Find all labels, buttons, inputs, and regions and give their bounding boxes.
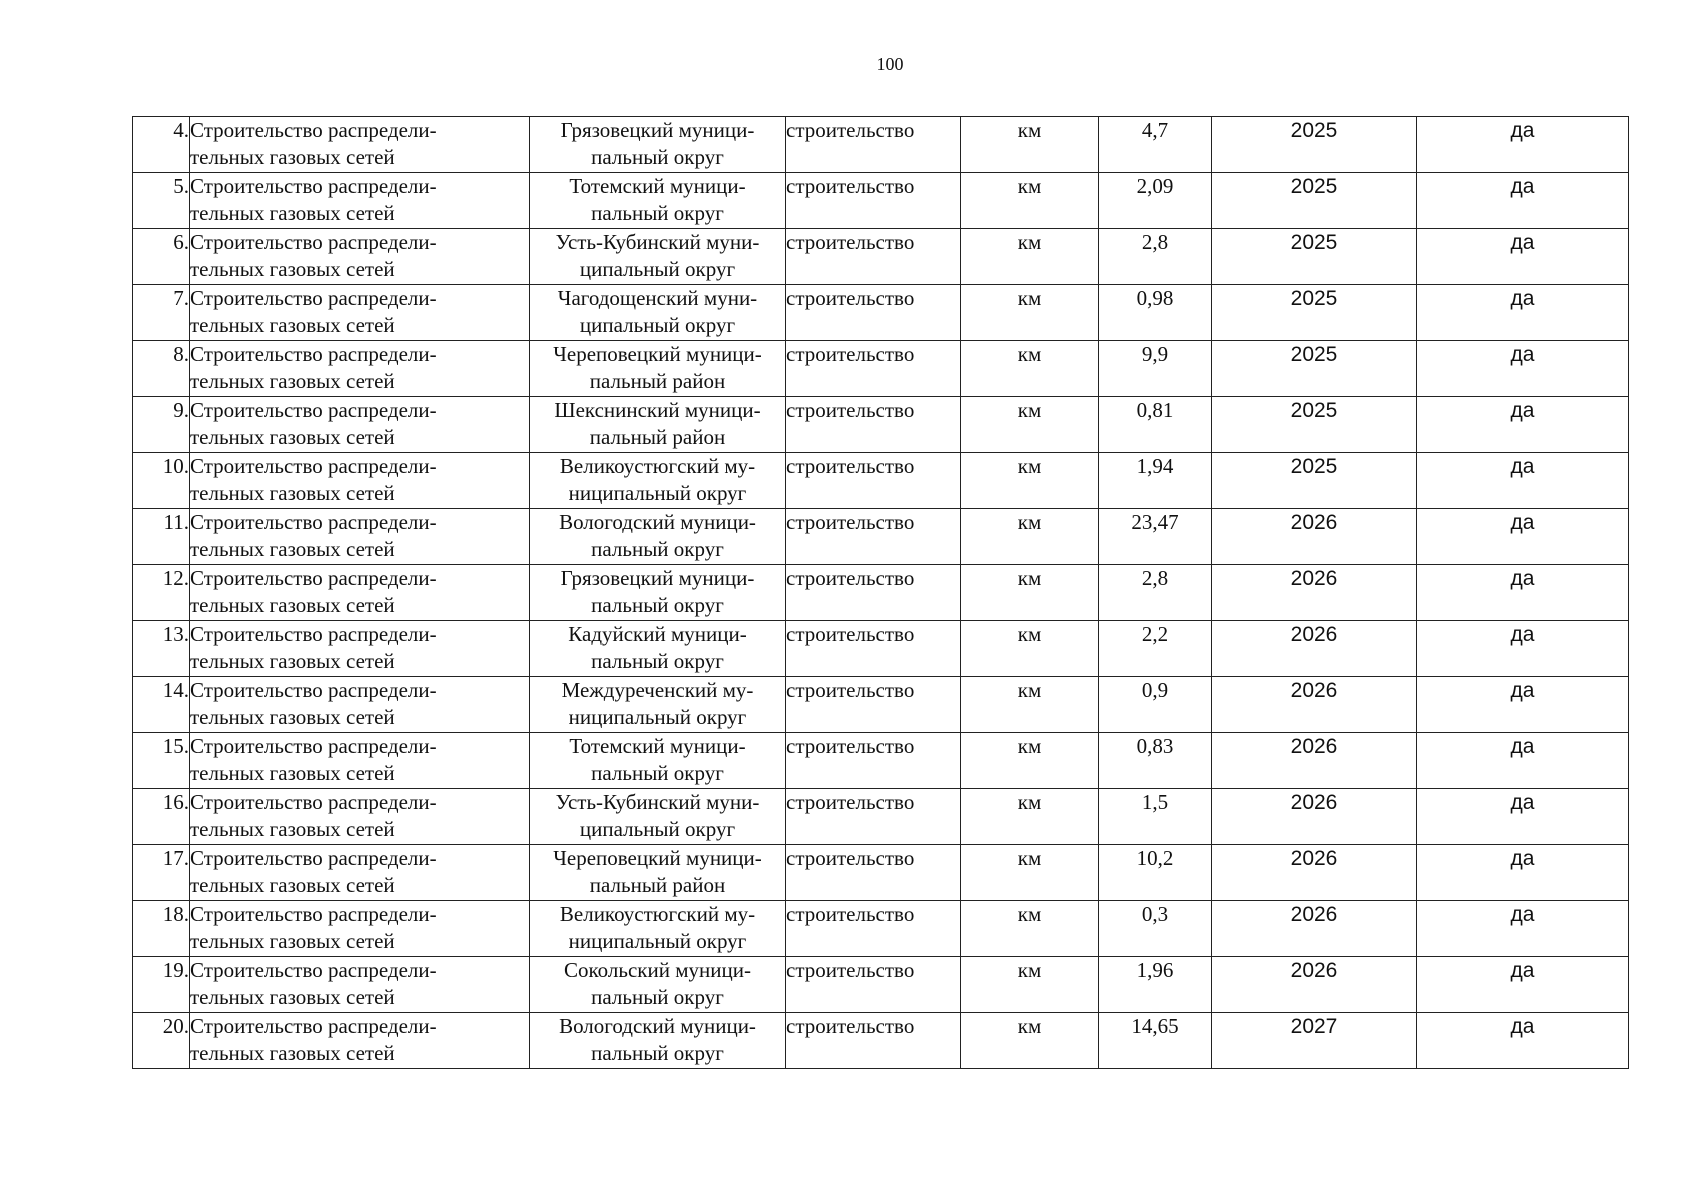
object-name — [190, 957, 529, 1011]
table-row — [133, 1013, 1629, 1069]
year-cell: 2025 — [1212, 173, 1417, 229]
municipality-cell — [530, 397, 786, 453]
table-row — [133, 845, 1629, 901]
year-cell: 2026 — [1212, 733, 1417, 789]
object-name-line: Строительство распредели- — [190, 230, 437, 254]
year-cell: 2025 — [1212, 285, 1417, 341]
object-name-line: тельных газовых сетей — [190, 593, 395, 617]
table-row — [133, 509, 1629, 565]
municipality-cell — [530, 677, 786, 733]
work-type-cell: строительство — [786, 1013, 961, 1069]
object-name-cell — [190, 621, 530, 677]
object-name-line: тельных газовых сетей — [190, 145, 395, 169]
row-number-cell: 12. — [133, 565, 190, 621]
municipality-line: пальный округ — [591, 201, 724, 225]
unit-cell: км — [961, 117, 1099, 173]
work-type-cell: строительство — [786, 117, 961, 173]
year-cell: 2025 — [1212, 453, 1417, 509]
municipality-cell — [530, 509, 786, 565]
object-name — [190, 229, 529, 283]
unit-cell: км — [961, 397, 1099, 453]
object-name — [190, 397, 529, 451]
municipality-cell — [530, 565, 786, 621]
object-name — [190, 733, 529, 787]
municipality-cell — [530, 621, 786, 677]
row-number-cell: 4. — [133, 117, 190, 173]
object-name-cell — [190, 957, 530, 1013]
municipality-line: Усть-Кубинский муни- — [555, 790, 760, 814]
object-name — [190, 341, 529, 395]
table-row — [133, 117, 1629, 173]
unit-cell: км — [961, 453, 1099, 509]
municipality-line: пальный округ — [591, 985, 724, 1009]
row-number-cell: 16. — [133, 789, 190, 845]
unit-cell: км — [961, 621, 1099, 677]
object-name-line: Строительство распредели- — [190, 734, 437, 758]
object-name-line: тельных газовых сетей — [190, 985, 395, 1009]
object-name — [190, 621, 529, 675]
length-value-cell: 1,5 — [1099, 789, 1212, 845]
object-name-line: тельных газовых сетей — [190, 1041, 395, 1065]
year-cell: 2026 — [1212, 677, 1417, 733]
length-value-cell: 4,7 — [1099, 117, 1212, 173]
object-name-line: тельных газовых сетей — [190, 873, 395, 897]
object-name-cell — [190, 565, 530, 621]
object-name-line: Строительство распредели- — [190, 790, 437, 814]
municipality-cell — [530, 845, 786, 901]
work-type-cell: строительство — [786, 733, 961, 789]
municipality-line: ципальный округ — [579, 257, 736, 281]
municipality-line: Междуреченский му- — [561, 678, 754, 702]
object-name-line: тельных газовых сетей — [190, 705, 395, 729]
object-name-line: Строительство распредели- — [190, 902, 437, 926]
unit-cell: км — [961, 957, 1099, 1013]
year-cell: 2027 — [1212, 1013, 1417, 1069]
length-value-cell: 0,3 — [1099, 901, 1212, 957]
year-cell: 2026 — [1212, 621, 1417, 677]
municipality-cell — [530, 901, 786, 957]
object-name-line: Строительство распредели- — [190, 454, 437, 478]
object-name-cell — [190, 677, 530, 733]
length-value-cell: 23,47 — [1099, 509, 1212, 565]
municipality-line: пальный округ — [591, 1041, 724, 1065]
object-name-line: тельных газовых сетей — [190, 369, 395, 393]
object-name-cell — [190, 901, 530, 957]
object-name-line: тельных газовых сетей — [190, 649, 395, 673]
work-type-cell: строительство — [786, 901, 961, 957]
unit-cell: км — [961, 565, 1099, 621]
length-value-cell: 1,94 — [1099, 453, 1212, 509]
work-type-cell: строительство — [786, 285, 961, 341]
flag-cell: да — [1417, 117, 1629, 173]
row-number-cell: 10. — [133, 453, 190, 509]
object-name-line: Строительство распредели- — [190, 958, 437, 982]
row-number-cell: 11. — [133, 509, 190, 565]
row-number-cell: 20. — [133, 1013, 190, 1069]
unit-cell: км — [961, 285, 1099, 341]
unit-cell: км — [961, 901, 1099, 957]
object-name — [190, 509, 529, 563]
municipality-line: пальный округ — [591, 145, 724, 169]
municipality-line: Вологодский муници- — [559, 1014, 756, 1038]
flag-cell: да — [1417, 901, 1629, 957]
object-name-cell — [190, 285, 530, 341]
municipality-line: Кадуйский муници- — [568, 622, 747, 646]
object-name-line: тельных газовых сетей — [190, 481, 395, 505]
municipality-line: ниципальный округ — [568, 481, 747, 505]
row-number-cell: 17. — [133, 845, 190, 901]
work-type-cell: строительство — [786, 621, 961, 677]
object-name — [190, 845, 529, 899]
municipality-line: ципальный округ — [579, 313, 736, 337]
table-row — [133, 957, 1629, 1013]
object-name-cell — [190, 509, 530, 565]
flag-cell: да — [1417, 285, 1629, 341]
unit-cell: км — [961, 173, 1099, 229]
municipality-line: ниципальный округ — [568, 705, 747, 729]
length-value-cell: 14,65 — [1099, 1013, 1212, 1069]
unit-cell: км — [961, 733, 1099, 789]
municipality-line: Вологодский муници- — [559, 510, 756, 534]
municipality-line: Тотемский муници- — [569, 734, 746, 758]
object-name-line: Строительство распредели- — [190, 622, 437, 646]
municipality-line: пальный округ — [591, 649, 724, 673]
table-row — [133, 285, 1629, 341]
municipality-cell — [530, 173, 786, 229]
object-name-line: Строительство распредели- — [190, 174, 437, 198]
work-type-cell: строительство — [786, 677, 961, 733]
year-cell: 2026 — [1212, 901, 1417, 957]
year-cell: 2025 — [1212, 341, 1417, 397]
object-name — [190, 677, 529, 731]
object-name — [190, 789, 529, 843]
object-name-line: Строительство распредели- — [190, 846, 437, 870]
work-type-cell: строительство — [786, 565, 961, 621]
object-name-line: Строительство распредели- — [190, 566, 437, 590]
municipality-line: пальный округ — [591, 537, 724, 561]
object-name-cell — [190, 789, 530, 845]
objects-table — [132, 116, 1629, 1069]
flag-cell: да — [1417, 397, 1629, 453]
length-value-cell: 0,81 — [1099, 397, 1212, 453]
table-row — [133, 341, 1629, 397]
object-name-cell — [190, 397, 530, 453]
object-name-line: тельных газовых сетей — [190, 817, 395, 841]
object-name-cell — [190, 173, 530, 229]
work-type-cell: строительство — [786, 845, 961, 901]
flag-cell: да — [1417, 453, 1629, 509]
object-name-line: тельных газовых сетей — [190, 929, 395, 953]
municipality-line: Усть-Кубинский муни- — [555, 230, 760, 254]
object-name-line: тельных газовых сетей — [190, 201, 395, 225]
object-name-cell — [190, 341, 530, 397]
work-type-cell: строительство — [786, 397, 961, 453]
table-body — [133, 117, 1629, 1069]
row-number-cell: 15. — [133, 733, 190, 789]
object-name-line: тельных газовых сетей — [190, 425, 395, 449]
flag-cell: да — [1417, 789, 1629, 845]
municipality-line: Шекснинский муници- — [554, 398, 761, 422]
unit-cell: км — [961, 845, 1099, 901]
object-name-line: тельных газовых сетей — [190, 257, 395, 281]
table-row — [133, 173, 1629, 229]
object-name-line: тельных газовых сетей — [190, 761, 395, 785]
table-row — [133, 453, 1629, 509]
row-number-cell: 5. — [133, 173, 190, 229]
table-row — [133, 677, 1629, 733]
length-value-cell: 2,8 — [1099, 565, 1212, 621]
year-cell: 2026 — [1212, 957, 1417, 1013]
object-name-cell — [190, 117, 530, 173]
row-number-cell: 14. — [133, 677, 190, 733]
table-row — [133, 565, 1629, 621]
municipality-line: Великоустюгский му- — [559, 902, 756, 926]
flag-cell: да — [1417, 1013, 1629, 1069]
object-name — [190, 453, 529, 507]
flag-cell: да — [1417, 621, 1629, 677]
flag-cell: да — [1417, 341, 1629, 397]
object-name-line: Строительство распредели- — [190, 286, 437, 310]
year-cell: 2026 — [1212, 565, 1417, 621]
length-value-cell: 9,9 — [1099, 341, 1212, 397]
municipality-line: ниципальный округ — [568, 929, 747, 953]
year-cell: 2025 — [1212, 117, 1417, 173]
flag-cell: да — [1417, 173, 1629, 229]
object-name-line: Строительство распредели- — [190, 678, 437, 702]
municipality-cell — [530, 1013, 786, 1069]
object-name — [190, 901, 529, 955]
object-name — [190, 1013, 529, 1067]
municipality-cell — [530, 453, 786, 509]
year-cell: 2026 — [1212, 845, 1417, 901]
flag-cell: да — [1417, 229, 1629, 285]
object-name — [190, 173, 529, 227]
object-name-line: тельных газовых сетей — [190, 537, 395, 561]
work-type-cell: строительство — [786, 453, 961, 509]
municipality-line: пальный район — [589, 425, 726, 449]
municipality-line: пальный округ — [591, 593, 724, 617]
municipality-cell — [530, 789, 786, 845]
row-number-cell: 7. — [133, 285, 190, 341]
unit-cell: км — [961, 789, 1099, 845]
object-name-line: Строительство распредели- — [190, 398, 437, 422]
flag-cell: да — [1417, 509, 1629, 565]
work-type-cell: строительство — [786, 341, 961, 397]
municipality-line: Тотемский муници- — [569, 174, 746, 198]
work-type-cell: строительство — [786, 957, 961, 1013]
length-value-cell: 0,83 — [1099, 733, 1212, 789]
year-cell: 2026 — [1212, 789, 1417, 845]
length-value-cell: 2,09 — [1099, 173, 1212, 229]
length-value-cell: 2,8 — [1099, 229, 1212, 285]
municipality-line: Сокольский муници- — [564, 958, 751, 982]
unit-cell: км — [961, 1013, 1099, 1069]
flag-cell: да — [1417, 733, 1629, 789]
municipality-line: пальный район — [589, 873, 726, 897]
object-name-cell — [190, 1013, 530, 1069]
table-row — [133, 229, 1629, 285]
municipality-line: Великоустюгский му- — [559, 454, 756, 478]
row-number-cell: 8. — [133, 341, 190, 397]
flag-cell: да — [1417, 845, 1629, 901]
municipality-line: ципальный округ — [579, 817, 736, 841]
row-number-cell: 6. — [133, 229, 190, 285]
municipality-cell — [530, 117, 786, 173]
unit-cell: км — [961, 341, 1099, 397]
municipality-line: Череповецкий муници- — [553, 846, 762, 870]
table-row — [133, 397, 1629, 453]
row-number-cell: 18. — [133, 901, 190, 957]
unit-cell: км — [961, 677, 1099, 733]
length-value-cell: 1,96 — [1099, 957, 1212, 1013]
flag-cell: да — [1417, 565, 1629, 621]
length-value-cell: 0,9 — [1099, 677, 1212, 733]
municipality-line: Грязовецкий муници- — [560, 566, 755, 590]
municipality-line: Грязовецкий муници- — [560, 118, 755, 142]
work-type-cell: строительство — [786, 509, 961, 565]
municipality-cell — [530, 285, 786, 341]
object-name-line: тельных газовых сетей — [190, 313, 395, 337]
municipality-line: Череповецкий муници- — [553, 342, 762, 366]
length-value-cell: 10,2 — [1099, 845, 1212, 901]
object-name — [190, 117, 529, 171]
object-name-line: Строительство распредели- — [190, 510, 437, 534]
unit-cell: км — [961, 229, 1099, 285]
row-number-cell: 9. — [133, 397, 190, 453]
municipality-line: пальный район — [589, 369, 726, 393]
object-name — [190, 565, 529, 619]
object-name-cell — [190, 229, 530, 285]
year-cell: 2025 — [1212, 229, 1417, 285]
unit-cell: км — [961, 509, 1099, 565]
row-number-cell: 19. — [133, 957, 190, 1013]
municipality-cell — [530, 229, 786, 285]
year-cell: 2025 — [1212, 397, 1417, 453]
length-value-cell: 0,98 — [1099, 285, 1212, 341]
work-type-cell: строительство — [786, 229, 961, 285]
object-name — [190, 285, 529, 339]
object-name-line: Строительство распредели- — [190, 342, 437, 366]
table-row — [133, 621, 1629, 677]
object-name-cell — [190, 733, 530, 789]
object-name-cell — [190, 453, 530, 509]
flag-cell: да — [1417, 677, 1629, 733]
flag-cell: да — [1417, 957, 1629, 1013]
table-row — [133, 789, 1629, 845]
municipality-cell — [530, 341, 786, 397]
work-type-cell: строительство — [786, 173, 961, 229]
object-name-cell — [190, 845, 530, 901]
object-name-line: Строительство распредели- — [190, 118, 437, 142]
municipality-line: Чагодощенский муни- — [557, 286, 758, 310]
work-type-cell: строительство — [786, 789, 961, 845]
page-number: 100 — [876, 54, 904, 74]
row-number-cell: 13. — [133, 621, 190, 677]
municipality-line: пальный округ — [591, 761, 724, 785]
object-name-line: Строительство распредели- — [190, 1014, 437, 1038]
year-cell: 2026 — [1212, 509, 1417, 565]
municipality-cell — [530, 957, 786, 1013]
length-value-cell: 2,2 — [1099, 621, 1212, 677]
municipality-cell — [530, 733, 786, 789]
table-row — [133, 901, 1629, 957]
table-row — [133, 733, 1629, 789]
